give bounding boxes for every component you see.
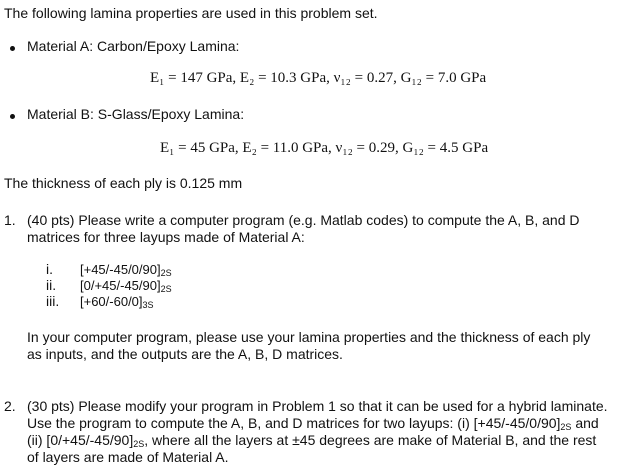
problem1-para-line1: In your computer program, please use your lamina properties and the thickness of each ply	[27, 329, 591, 345]
layup-numeral: i.	[46, 261, 53, 277]
layup-subscript: 2S	[160, 268, 172, 278]
problem1-line2: matrices for three layups made of Material A:	[27, 229, 305, 245]
problem2-line3-subscript: 2S	[133, 439, 145, 449]
problem2-line3-text: (ii) [0/+45/-45/90]	[27, 432, 134, 448]
problem1-line1: (40 pts) Please write a computer program (e.g. Matlab codes) to compute the A, B, and D	[27, 212, 580, 228]
material-b-equation: E₁ = 45 GPa, E₂ = 11.0 GPa, ν₁₂ = 0.29, G₁₂ = 4.5 GPa	[160, 140, 489, 156]
problem2-line4: of layers are made of Material A.	[27, 449, 229, 465]
layup-subscript: 2S	[160, 284, 172, 294]
bullet-icon	[10, 114, 15, 119]
problem2-line2-subscript: 2S	[560, 422, 572, 432]
layup-main: [+60/-60/0]	[80, 294, 143, 309]
layup-item	[80, 293, 154, 312]
layup-main: [0/+45/-45/90]	[80, 278, 161, 293]
intro-text: The following lamina properties are used in this problem set.	[4, 5, 378, 21]
bullet-icon	[10, 46, 15, 51]
thickness-text: The thickness of each ply is 0.125 mm	[4, 175, 243, 191]
material-b-label: Material B: S-Glass/Epoxy Lamina:	[27, 106, 245, 122]
problem1-para-line2: as inputs, and the outputs are the A, B, D matrices.	[27, 346, 343, 362]
material-a-equation: E₁ = 147 GPa, E₂ = 10.3 GPa, ν₁₂ = 0.27, G₁₂ = 7.0 GPa	[150, 70, 487, 86]
problem2-line1: (30 pts) Please modify your program in Problem 1 so that it can be used for a hybrid laminate.	[27, 398, 608, 414]
problem2-line3-tail: , where all the layers at ±45 degrees are make of Material B, and the rest	[144, 432, 597, 448]
layup-numeral: ii.	[46, 277, 57, 293]
layup-main: [+45/-45/0/90]	[80, 262, 161, 277]
problem2-line2-tail: and	[571, 415, 599, 431]
layup-subscript: 3S	[142, 300, 154, 310]
material-a-label: Material A: Carbon/Epoxy Lamina:	[27, 38, 240, 54]
layup-numeral: iii.	[46, 293, 60, 309]
problem2-number: 2.	[4, 398, 16, 414]
problem1-number: 1.	[4, 212, 16, 228]
problem2-line2-text: Use the program to compute the A, B, and D matrices for two layups: (i) [+45/-45/0/90]	[27, 415, 561, 431]
